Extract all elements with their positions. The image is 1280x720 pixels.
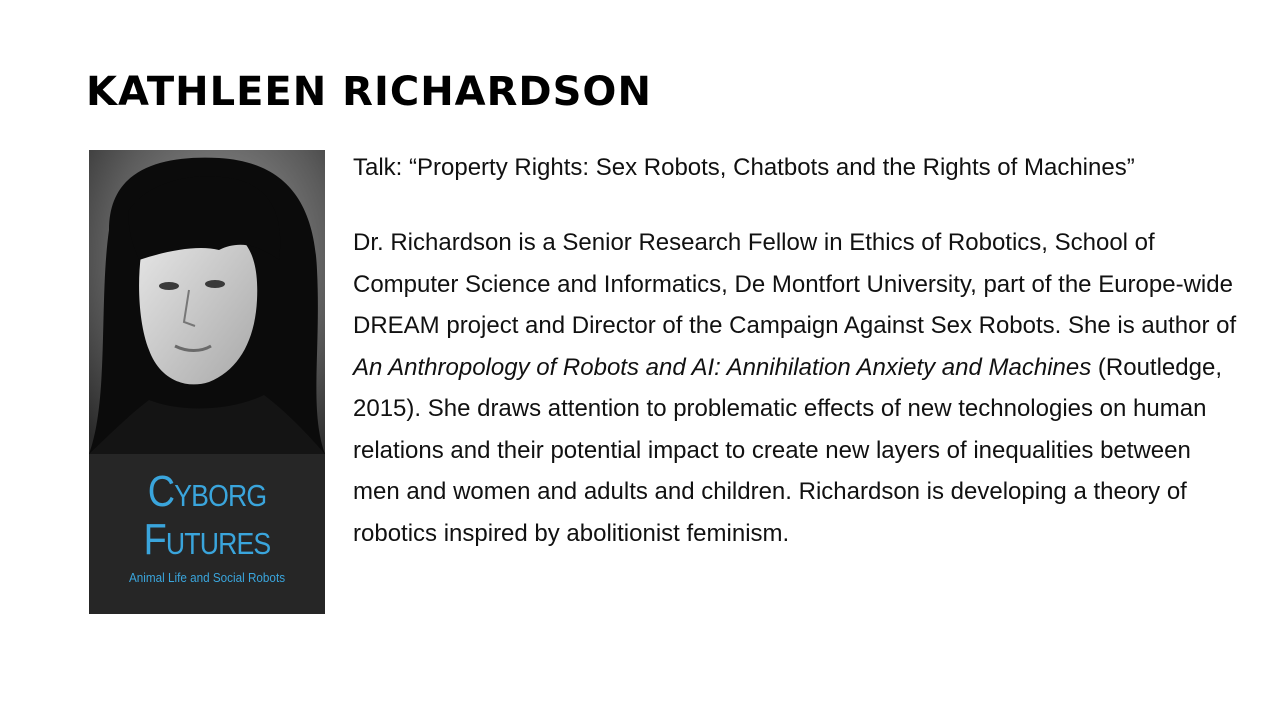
page-title: KATHLEEN RICHARDSON: [86, 69, 652, 115]
talk-title: Talk: “Property Rights: Sex Robots, Chatbots and the Rights of Machines”: [353, 154, 1135, 181]
bio-text-part-1: Dr. Richardson is a Senior Research Fellow in Ethics of Robotics, School of Computer Science and Informatics, De Montfort University, part of the Europe-wide DREAM project and Director of the Campaign Against Sex Robots. She is author of: [353, 229, 1237, 339]
author-portrait-image: [89, 150, 325, 454]
cover-title-band: [89, 454, 325, 614]
cover-title: [106, 454, 309, 564]
bio-book-title: An Anthropology of Robots and AI: Annihilation Anxiety and Machines: [353, 353, 1092, 381]
cover-title-line-2: Futures: [143, 515, 271, 564]
bio-text-part-2: (Routledge, 2015). She draws attention to problematic effects of new technologies on human relations and their potential impact to create new layers of inequalities between men and women and adults and children. Richardson is developing a theory of robotics inspired by abolitionist feminism.: [353, 353, 1222, 547]
cover-title-line-1: Cyborg: [147, 467, 267, 516]
book-cover: [89, 150, 325, 614]
speaker-bio: [353, 222, 1243, 554]
cover-subtitle: Animal Life and Social Robots: [128, 570, 286, 585]
speaker-details: [353, 150, 1243, 554]
